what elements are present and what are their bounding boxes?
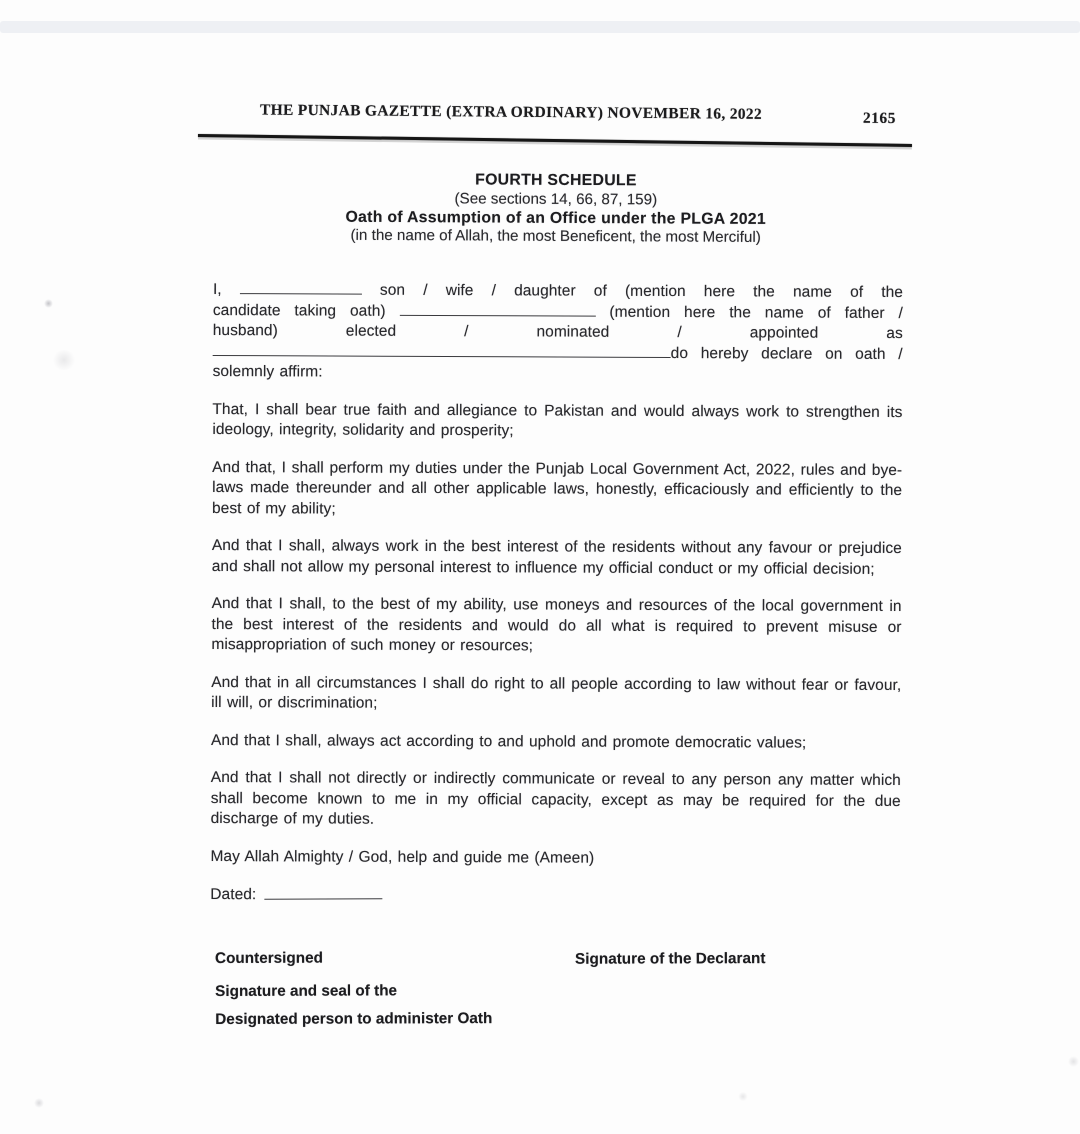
opening-text-3: candidate taking oath): [212, 301, 386, 320]
page-top-strip: [0, 21, 1080, 33]
opening-text-4: (mention here the name of father /: [609, 303, 903, 322]
father-husband-name-blank-line: [400, 301, 596, 316]
opening-text-2: son / wife / daughter of (mention here the name of the: [379, 281, 904, 302]
scan-speckle: [738, 1092, 748, 1101]
scan-speckle: [52, 350, 76, 370]
schedule-heading: FOURTH SCHEDULE: [475, 171, 637, 190]
seal-label-line-1: Signature and seal of the: [215, 982, 398, 1000]
header-rule: [198, 134, 912, 147]
oath-clause-2: And that, I shall perform my duties under the Punjab Local Government Act, 2022, rules and bye-laws made thereunder and all other applicable laws, honestly, efficaciously and efficiently to the best of my ability;: [211, 458, 903, 518]
gazette-title: THE PUNJAB GAZETTE (EXTRA ORDINARY) NOVEMBER 16, 2022: [259, 101, 763, 123]
scan-speckle: [34, 1098, 44, 1108]
countersigned-label: Countersigned: [215, 949, 323, 967]
oath-clause-6: And that I shall, always act according to and uphold and promote democratic values;: [210, 731, 807, 752]
oath-clause-1: That, I shall bear true faith and allegiance to Pakistan and would always work to strengthen its ideology, integrity, solidarity and prosperity;: [212, 400, 903, 440]
oath-title: Oath of Assumption of an Office under the PLGA 2021: [345, 208, 767, 228]
dated-row: [210, 885, 900, 909]
opening-text-7: solemnly affirm:: [212, 362, 323, 381]
page-number: 2165: [862, 109, 897, 128]
oath-opening-paragraph: [213, 280, 903, 386]
oath-clause-5: And that in all circumstances I shall do right to all people according to law without fear or favour, ill will, or discrimination;: [211, 673, 902, 712]
date-blank-line: [264, 885, 382, 900]
gazette-header: [200, 101, 912, 128]
sections-reference: (See sections 14, 66, 87, 159): [454, 190, 658, 209]
oath-clause-4: And that I shall, to the best of my ability, use moneys and resources of the local government in the best interest of the residents and would do all what is required to prevent misuse or misappropriation of such money or resources;: [211, 594, 902, 655]
invocation-line: (in the name of Allah, the most Beneficent, the most Merciful): [350, 227, 761, 247]
opening-text-5: husband) elected / nominated / appointed as: [212, 321, 903, 343]
office-title-blank-line: [213, 341, 671, 357]
oath-clause-3: And that I shall, always work in the best interest of the residents without any favour or prejudice and shall not allow my personal interest to influence my official conduct or my official decision;: [211, 536, 902, 578]
oath-body: [210, 280, 903, 926]
signature-block: [215, 948, 905, 1029]
oath-closing-line: May Allah Almighty / God, help and guide me (Ameen): [210, 847, 595, 867]
opening-text-1: I,: [212, 281, 222, 299]
seal-label-line-2: Designated person to administer Oath: [215, 1010, 493, 1028]
declarant-signature-label: Signature of the Declarant: [575, 950, 766, 968]
schedule-title-block: [200, 170, 912, 249]
signature-row: [215, 948, 905, 972]
scan-speckle: [44, 299, 53, 308]
opening-text-6: do hereby declare on oath /: [670, 344, 903, 363]
oath-clause-7: And that I shall not directly or indirectly communicate or reveal to any person any matter which shall become known to me in my official capacity, except as may be required for the due discharge of my duties.: [210, 768, 901, 828]
scan-speckle: [1068, 1056, 1079, 1067]
declarant-name-blank-line: [240, 280, 362, 295]
dated-label: Dated:: [210, 885, 257, 904]
